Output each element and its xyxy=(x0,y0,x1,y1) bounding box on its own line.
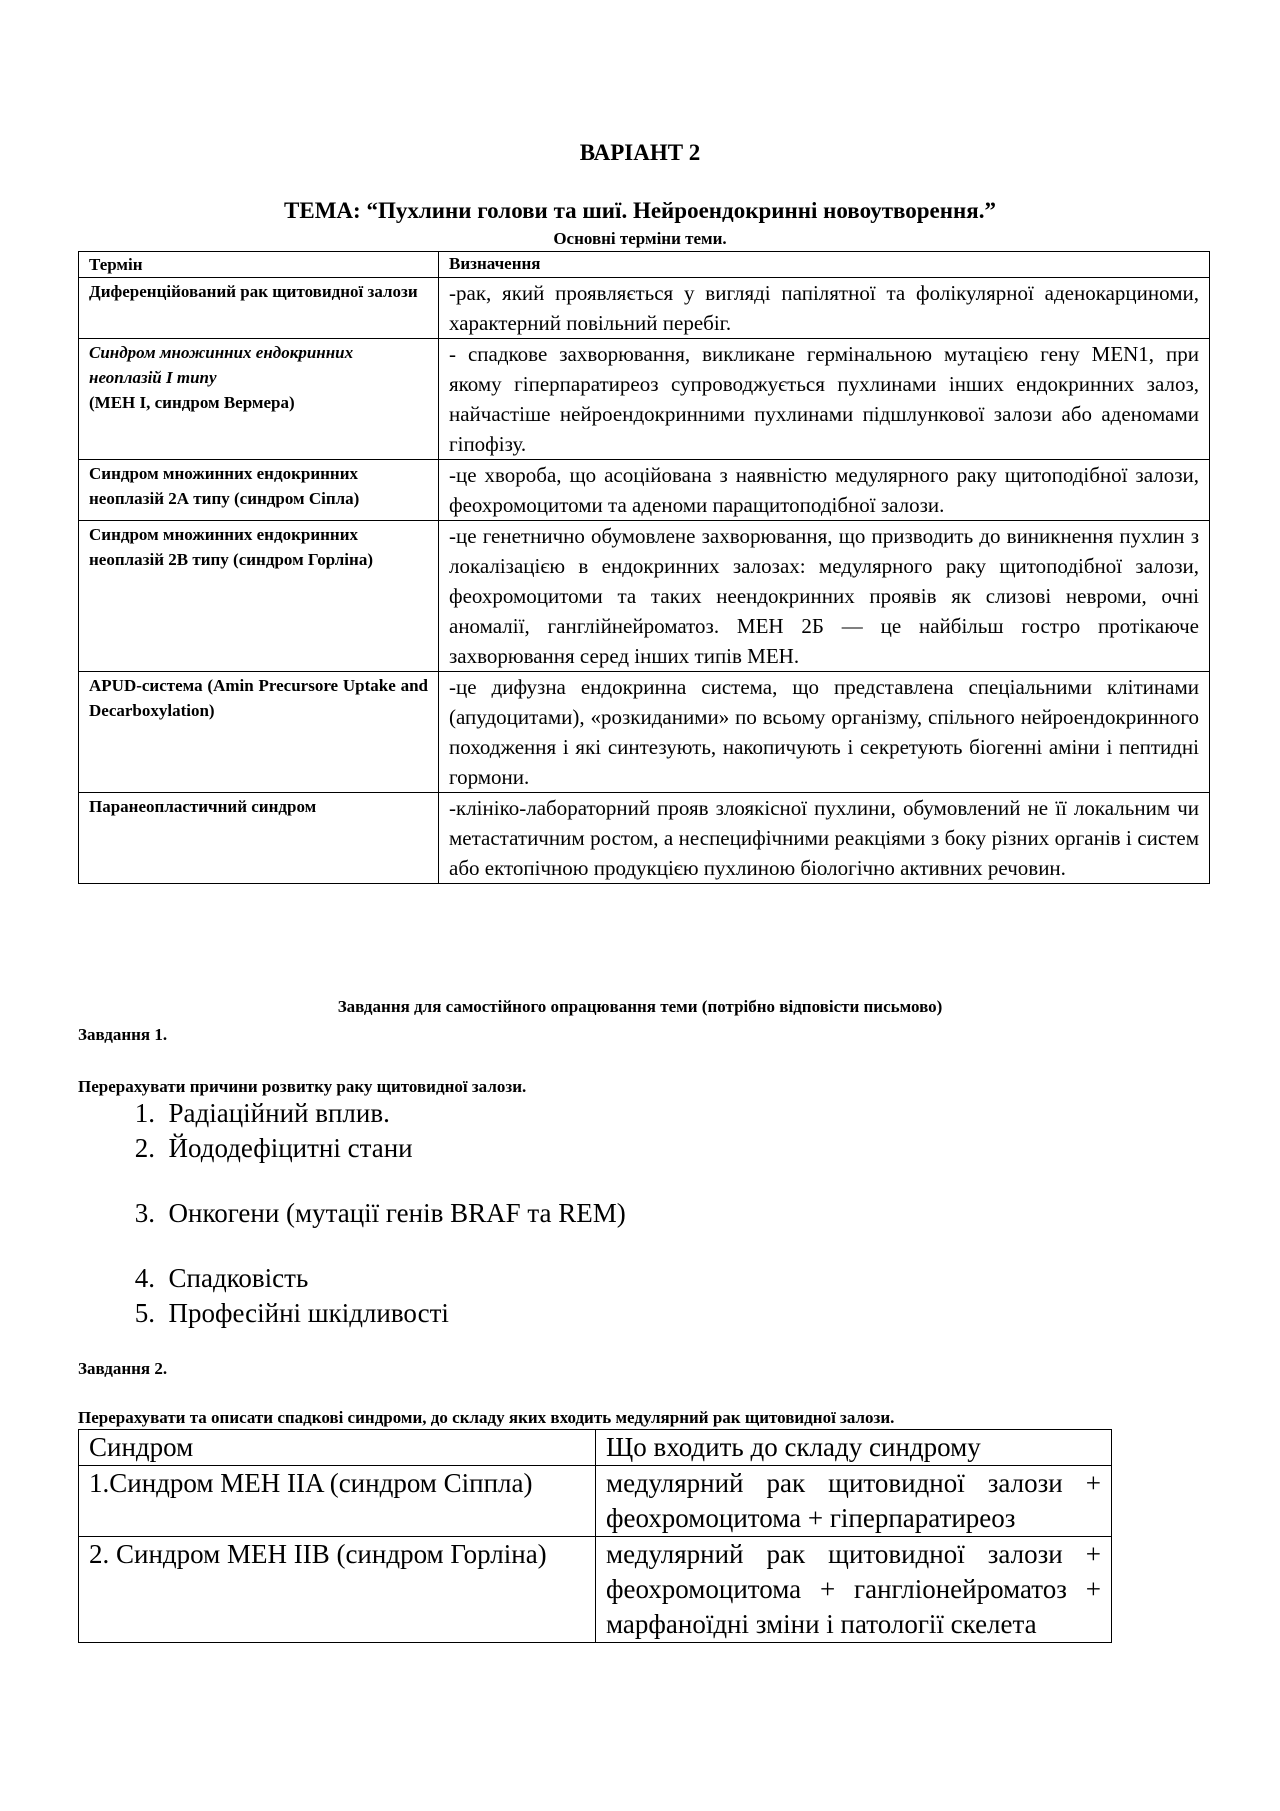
list-number: 4. xyxy=(134,1263,155,1293)
composition-cell: медулярний рак щитовидної залози + феохромоцитома + гіперпаратиреоз xyxy=(596,1466,1112,1537)
list-text: Професійні шкідливості xyxy=(168,1298,449,1328)
list-item xyxy=(113,1098,390,1129)
topic-heading: ТЕМА: “Пухлини голови та шиї. Нейроендокринні новоутворення.” xyxy=(284,198,996,223)
list-text: Йододефіцитні стани xyxy=(168,1133,413,1163)
header-definition: Визначення xyxy=(439,252,1210,278)
terms-table-header xyxy=(79,252,1210,278)
table-row xyxy=(79,1537,1112,1643)
task2-question: Перерахувати та описати спадкові синдроми, до складу яких входить медулярний рак щитовидної залози. xyxy=(78,1408,895,1427)
table-row xyxy=(79,672,1210,793)
syndrome-cell: 1.Синдром МЕН IIA (синдром Сіппла) xyxy=(79,1466,596,1537)
term-cell: Паранеопластичний синдром xyxy=(79,793,439,884)
syndromes-table-header xyxy=(79,1430,1112,1466)
term-cell: Синдром множинних ендокринних неоплазій 2А типу (синдром Сіпла) xyxy=(79,460,439,521)
header-syndrome: Синдром xyxy=(79,1430,596,1466)
terms-table xyxy=(78,251,1210,884)
list-number: 5. xyxy=(134,1298,155,1328)
list-text: Спадковість xyxy=(168,1263,309,1293)
list-number: 2. xyxy=(134,1133,155,1163)
list-item xyxy=(113,1298,449,1329)
definition-cell: -клініко-лабораторний прояв злоякісної пухлини, обумовлений не її локальним чи метастатичним ростом, а неспецифічними реакціями з боку різних органів і систем або ектопічною продукцією пухлиною біологічно активних речовин. xyxy=(439,793,1210,884)
term-cell: APUD-система (Amin Precursore Uptake and Decarboxylation) xyxy=(79,672,439,793)
tasks-title: Завдання для самостійного опрацювання теми (потрібно відповісти письмово) xyxy=(337,997,943,1016)
task2-label: Завдання 2. xyxy=(78,1359,168,1378)
definition-cell: -рак, який проявляється у вигляді папілятної та фолікулярної аденокарциноми, характерний повільний перебіг. xyxy=(439,278,1210,339)
terms-caption: Основні терміни теми. xyxy=(553,229,727,248)
term-cell: Диференційований рак щитовидної залози xyxy=(79,278,439,339)
definition-cell: -це дифузна ендокринна система, що представлена спеціальними клітинами (апудоцитами), «розкиданими» по всьому організму, спільного нейроендокринного походження і які синтезують, накопичують і секретують біогенні аміни і пептидні гормони. xyxy=(439,672,1210,793)
term-cell xyxy=(79,339,439,460)
definition-cell: -це генетнично обумовлене захворювання, що призводить до виникнення пухлин з локалізацією в ендокринних залозах: медулярного раку щитоподібної залози, феохромоцитоми та таких неендокринних проявів як слизові невроми, очні аномалії, ганглійнейроматоз. МЕН 2Б — це найбільш гостро протікаюче захворювання серед інших типів МЕН. xyxy=(439,521,1210,672)
table-row xyxy=(79,339,1210,460)
list-text: Онкогени (мутації генів BRAF та REM) xyxy=(168,1198,626,1228)
table-row xyxy=(79,278,1210,339)
syndromes-table xyxy=(78,1429,1112,1643)
task1-label: Завдання 1. xyxy=(78,1025,168,1044)
term-cell: Синдром множинних ендокринних неоплазій 2В типу (синдром Горліна) xyxy=(79,521,439,672)
header-composition: Що входить до складу синдрому xyxy=(596,1430,1112,1466)
term-italic-part: Синдром множинних ендокринних неоплазій I типу xyxy=(89,343,354,387)
header-term: Термін xyxy=(79,252,439,278)
task1-question: Перерахувати причини розвитку раку щитовидної залози. xyxy=(78,1077,527,1096)
list-text: Радіаційний вплив. xyxy=(168,1098,390,1128)
table-row xyxy=(79,1466,1112,1537)
definition-cell: -це хвороба, що асоційована з наявністю медулярного раку щитоподібної залози, феохромоцитоми та аденоми паращитоподібної залози. xyxy=(439,460,1210,521)
term-rest-part: (МЕН І, синдром Вермера) xyxy=(89,393,295,412)
list-number: 3. xyxy=(134,1198,155,1228)
definition-cell: - спадкове захворювання, викликане гермінальною мутацією гену MEN1, при якому гіперпаратиреоз супроводжується пухлинами інших ендокринних залоз, найчастіше нейроендокринними пухлинами підшлункової залози або аденомами гіпофізу. xyxy=(439,339,1210,460)
list-item xyxy=(113,1198,626,1229)
syndrome-cell: 2. Синдром МЕН IIB (синдром Горліна) xyxy=(79,1537,596,1643)
variant-heading: ВАРІАНТ 2 xyxy=(579,140,701,165)
list-item xyxy=(113,1133,413,1164)
composition-cell: медулярний рак щитовидної залози + феохромоцитома + гангліонейроматоз + марфаноїдні зміни і патології скелета xyxy=(596,1537,1112,1643)
table-row xyxy=(79,460,1210,521)
list-item xyxy=(113,1263,308,1294)
list-number: 1. xyxy=(134,1098,155,1128)
table-row xyxy=(79,521,1210,672)
table-row xyxy=(79,793,1210,884)
